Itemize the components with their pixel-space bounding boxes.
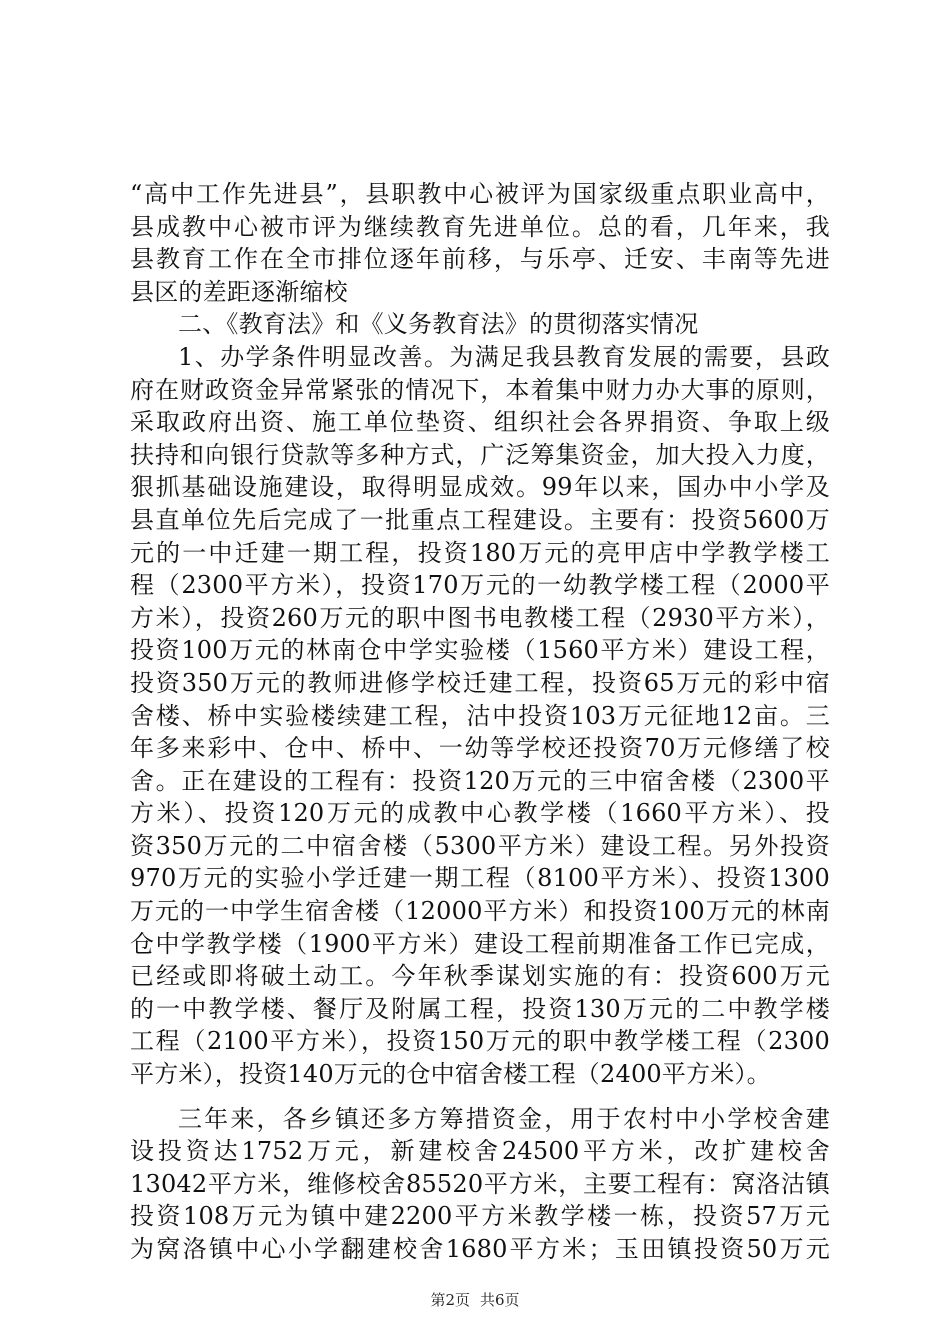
text-line: 工程（2100平方米），投资150万元的职中教学楼工程（2300 [130,1027,830,1056]
text-line: 已经或即将破土动工。今年秋季谋划实施的有：投资600万元 [130,962,830,991]
text-line: “高中工作先进县”，县职教中心被评为国家级重点职业高中， [130,180,830,208]
text-line: 仓中学教学楼（1900平方米）建设工程前期准备工作已完成， [130,929,830,958]
text-line: 的一中教学楼、餐厅及附属工程，投资130万元的二中教学楼 [130,994,830,1023]
text-line: 为窝洛镇中心小学翻建校舍1680平方米；玉田镇投资50万元 [130,1235,830,1263]
text-line: 县成教中心被市评为继续教育先进单位。总的看，几年来，我 [130,212,830,241]
text-line: 年多来彩中、仓中、桥中、一幼等学校还投资70万元修缮了校 [130,734,830,763]
text-line: 三年来，各乡镇还多方筹措资金，用于农村中小学校舍建 [178,1104,830,1133]
text-line: 970万元的实验小学迁建一期工程（8100平方米）、投资1300 [130,864,830,893]
page-footer [0,1290,950,1310]
text-line: 设投资达1752万元，新建校舍24500平方米，改扩建校舍 [130,1137,830,1166]
text-line: 舍楼、桥中实验楼续建工程，沽中投资103万元征地12亩。三 [130,701,830,730]
text-line: 采取政府出资、施工单位垫资、组织社会各界捐资、争取上级 [130,408,830,437]
document-body [130,178,830,1266]
text-line: 投资100万元的林南仓中学实验楼（1560平方米）建设工程， [130,636,830,665]
paragraph-gap [130,1091,830,1103]
text-line: 万元的一中学生宿舍楼（12000平方米）和投资100万元的林南 [130,897,830,926]
text-line: 县教育工作在全市排位逐年前移，与乐亭、迁安、丰南等先进 [130,245,830,274]
text-line: 投资108万元为镇中建2200平方米教学楼一栋，投资57万元 [130,1202,830,1231]
text-line: 13042平方米，维修校舍85520平方米，主要工程有：窝洛沽镇 [130,1169,830,1198]
text-line: 方米），投资260万元的职中图书电教楼工程（2930平方米）， [130,603,830,632]
text-line: 县区的差距逐渐缩校 [130,277,348,306]
section-heading: 二、《教育法》和《义务教育法》的贯彻落实情况 [178,310,699,339]
text-line: 投资350万元的教师进修学校迁建工程，投资65万元的彩中宿 [130,668,830,697]
page-total: 共6页 [480,1291,520,1309]
text-line: 方米）、投资120万元的成教中心教学楼（1660平方米）、投 [130,799,830,828]
text-line: 扶持和向银行贷款等多种方式，广泛筹集资金，加大投入力度， [130,440,830,469]
text-line: 平方米），投资140万元的仓中宿舍楼工程（2400平方米）。 [130,1060,771,1089]
page-number: 第2页 [430,1291,470,1309]
text-line: 府在财政资金异常紧张的情况下，本着集中财力办大事的原则， [130,375,830,404]
text-line: 舍。正在建设的工程有：投资120万元的三中宿舍楼（2300平 [130,766,830,795]
text-line: 狠抓基础设施建设，取得明显成效。99年以来，国办中小学及 [130,473,830,502]
text-line: 元的一中迁建一期工程，投资180万元的亮甲店中学教学楼工 [130,538,830,567]
text-line: 程（2300平方米），投资170万元的一幼教学楼工程（2000平 [130,571,830,600]
text-line: 资350万元的二中宿舍楼（5300平方米）建设工程。另外投资 [130,831,830,860]
text-line: 1、办学条件明显改善。为满足我县教育发展的需要，县政 [178,342,830,371]
text-line: 县直单位先后完成了一批重点工程建设。主要有：投资5600万 [130,505,830,534]
